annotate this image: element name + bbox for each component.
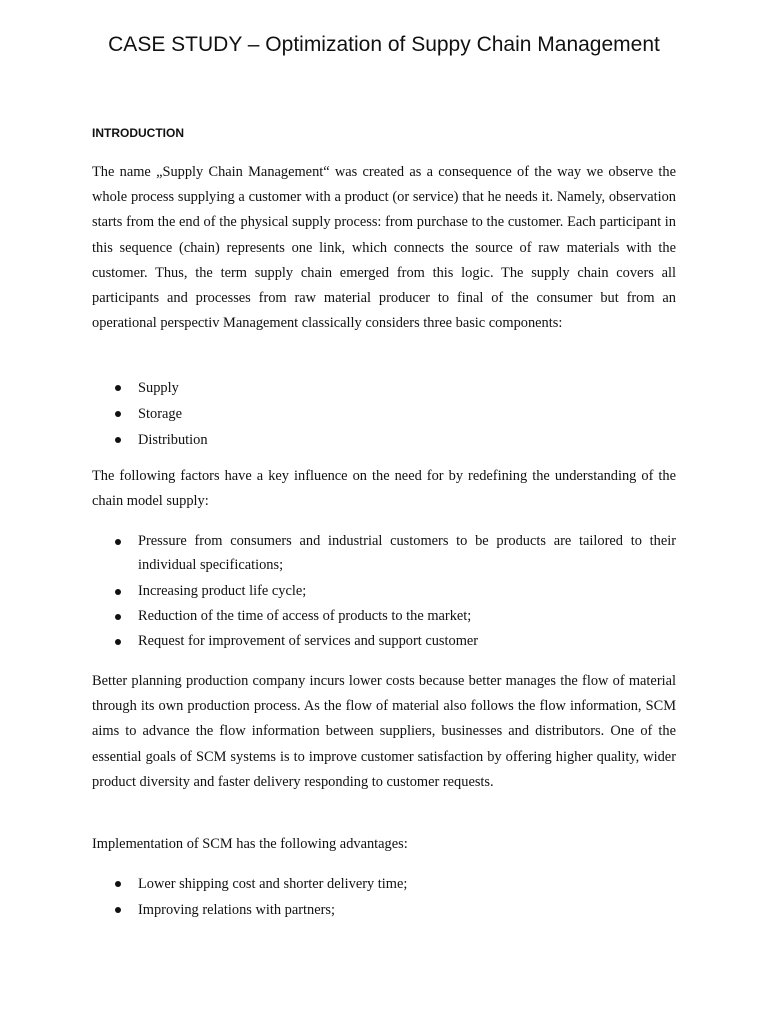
list-item-text: Reduction of the time of access of products to the market; — [138, 608, 472, 624]
bullet-icon — [115, 614, 121, 620]
list-item-text: Increasing product life cycle; — [138, 583, 307, 599]
list-item-text: Pressure from consumers and industrial customers to be products are tailored to their individual specifications; — [138, 533, 676, 573]
bullet-icon — [115, 385, 121, 391]
document-title: CASE STUDY – Optimization of Suppy Chain Management — [108, 33, 660, 56]
advantages-list — [92, 871, 676, 923]
components-list — [92, 375, 676, 453]
paragraph-factors-intro: The following factors have a key influence on the need for by redefining the understanding of the chain model supply: — [92, 468, 676, 510]
list-item — [92, 375, 676, 401]
factors-list — [92, 529, 676, 654]
bullet-icon — [115, 907, 121, 913]
section-heading-introduction: INTRODUCTION — [92, 126, 184, 140]
paragraph-planning: Better planning production company incurs lower costs because better manages the flow of material through its own production process. As the flow of material also follows the flow information, SCM aims to advance the flow information between suppliers, businesses and distributors. One of the essential goals of SCM systems is to improve customer satisfaction by offering higher quality, wider product diversity and faster delivery responding to customer requests. — [92, 673, 676, 790]
list-item — [92, 529, 676, 579]
list-item-text: Storage — [138, 406, 182, 422]
list-item-text: Supply — [138, 380, 179, 396]
list-item — [92, 401, 676, 427]
list-item-text: Improving relations with partners; — [138, 902, 336, 918]
list-item-text: Lower shipping cost and shorter delivery time; — [138, 876, 408, 892]
list-item-text: Request for improvement of services and support customer — [138, 633, 479, 649]
list-item-text: Distribution — [138, 432, 208, 448]
bullet-icon — [115, 437, 121, 443]
bullet-icon — [115, 411, 121, 417]
bullet-icon — [115, 539, 121, 545]
paragraph-intro: The name „Supply Chain Management“ was created as a consequence of the way we observe the whole process supplying a customer with a product (or service) that he needs it. Namely, observation starts from the end of the physical supply process: from purchase to the customer. Each participant in this sequence (chain) represents one link, which connects the source of raw materials with the customer. Thus, the term supply chain emerged from this logic. The supply chain covers all participants and processes from raw material producer to final of the consumer but from an operational perspectiv Management classically considers three basic components: — [92, 164, 676, 332]
list-item — [92, 629, 676, 654]
list-item — [92, 427, 676, 453]
list-item — [92, 579, 676, 604]
bullet-icon — [115, 639, 121, 645]
list-item — [92, 604, 676, 629]
list-item — [92, 871, 676, 897]
bullet-icon — [115, 881, 121, 887]
paragraph-advantages-intro: Implementation of SCM has the following advantages: — [92, 836, 408, 852]
list-item — [92, 897, 676, 923]
bullet-icon — [115, 589, 121, 595]
